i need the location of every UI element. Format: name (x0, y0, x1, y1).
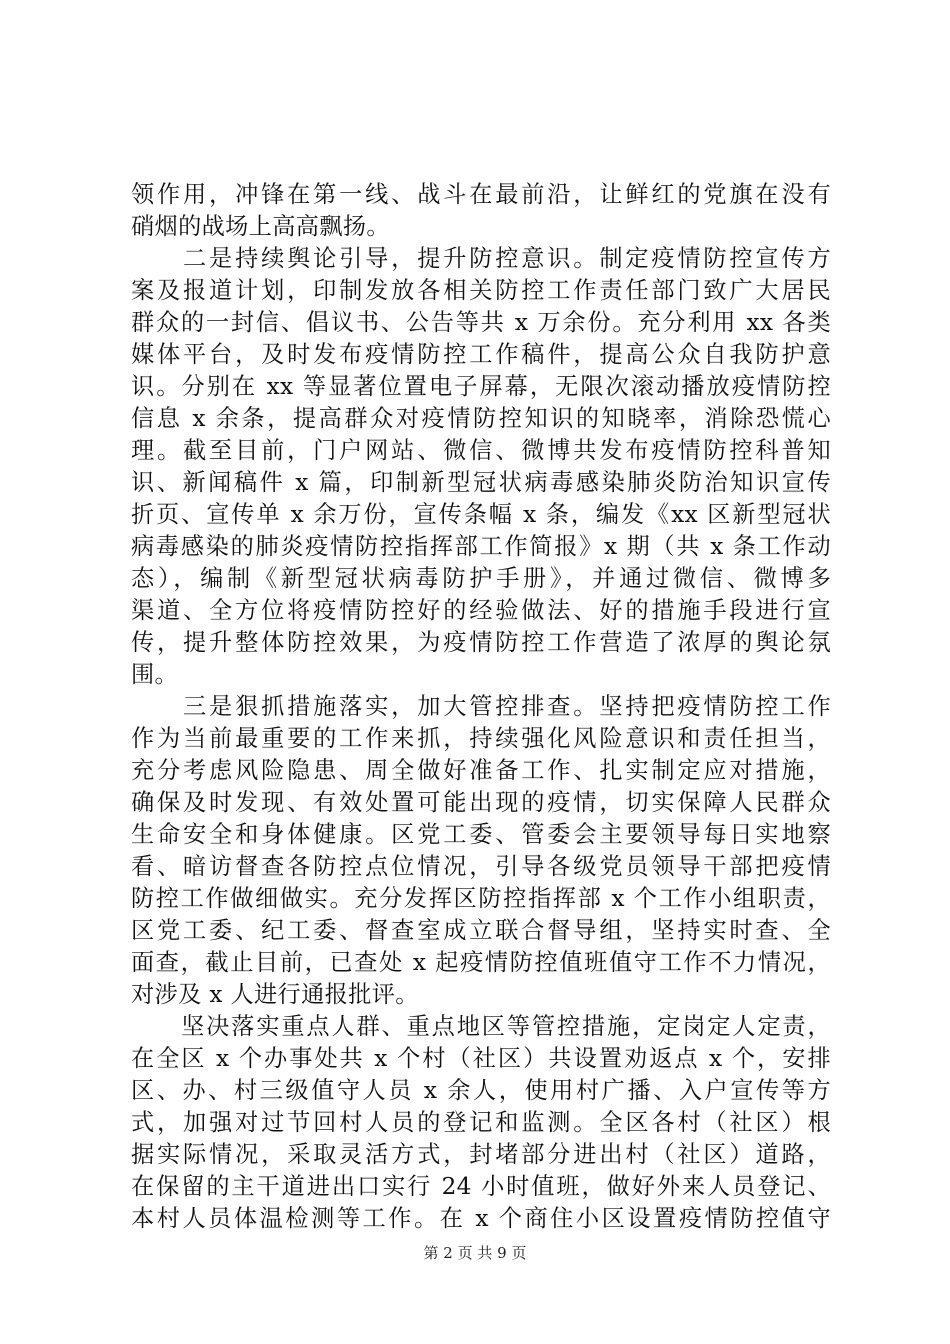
text-line: 面查，截止目前，已查处 x 起疫情防控值班值守工作不力情况， (131, 949, 831, 976)
text-line: 硝烟的战场上高高飘扬。 (131, 213, 390, 240)
paragraph (131, 179, 831, 243)
text-line: 媒体平台，及时发布疫情防控工作稿件，提高公众自我防护意 (131, 341, 831, 368)
text-line: 信息 x 余条，提高群众对疫情防控知识的知晓率，消除恐慌心 (131, 405, 831, 432)
text-line: 在保留的主干道进出口实行 24 小时值班，做好外来人员登记、 (131, 1173, 831, 1200)
text-line: 区、办、村三级值守人员 x 余人，使用村广播、入户宣传等方 (131, 1077, 831, 1104)
text-line: 二是持续舆论引导，提升防控意识。制定疫情防控宣传方 (131, 245, 831, 272)
text-line: 围。 (131, 661, 179, 688)
paragraph (131, 1011, 831, 1235)
text-line: 充分考虑风险隐患、周全做好准备工作、扎实制定应对措施， (131, 757, 831, 784)
text-line: 本村人员体温检测等工作。在 x 个商住小区设置疫情防控值守 (131, 1205, 831, 1232)
text-line: 三是狠抓措施落实，加大管控排查。坚持把疫情防控工作 (131, 693, 831, 720)
text-line: 对涉及 x 人进行通报批评。 (131, 981, 419, 1008)
text-line: 案及报道计划，印制发放各相关防控工作责任部门致广大居民 (131, 277, 831, 304)
text-line: 坚决落实重点人群、重点地区等管控措施，定岗定人定责， (131, 1013, 831, 1040)
text-line: 渠道、全方位将疫情防控好的经验做法、好的措施手段进行宣 (131, 597, 831, 624)
text-line: 式，加强对过节回村人员的登记和监测。全区各村（社区）根 (131, 1109, 831, 1136)
text-line: 生命安全和身体健康。区党工委、管委会主要领导每日实地察 (131, 821, 831, 848)
page-footer: 第 2 页 共 9 页 (423, 1244, 527, 1262)
text-line: 病毒感染的肺炎疫情防控指挥部工作简报》x 期（共 x 条工作动 (131, 533, 831, 560)
text-line: 作为当前最重要的工作来抓，持续强化风险意识和责任担当， (131, 725, 831, 752)
text-line: 群众的一封信、倡议书、公告等共 x 万余份。充分利用 xx 各类 (131, 309, 831, 336)
paragraph (131, 243, 831, 691)
text-line: 领作用，冲锋在第一线、战斗在最前沿，让鲜红的党旗在没有 (131, 181, 831, 208)
text-line: 识。分别在 xx 等显著位置电子屏幕，无限次滚动播放疫情防控 (131, 373, 831, 400)
text-line: 态），编制《新型冠状病毒防护手册》，并通过微信、微博多 (131, 565, 831, 592)
text-line: 理。截至目前，门户网站、微信、微博共发布疫情防控科普知 (131, 437, 831, 464)
text-line: 确保及时发现、有效处置可能出现的疫情，切实保障人民群众 (131, 789, 831, 816)
document-body (131, 179, 831, 1235)
text-line: 据实际情况，采取灵活方式，封堵部分进出村（社区）道路， (131, 1141, 831, 1168)
text-line: 防控工作做细做实。充分发挥区防控指挥部 x 个工作小组职责， (131, 885, 831, 912)
text-line: 看、暗访督查各防控点位情况，引导各级党员领导干部把疫情 (131, 853, 831, 880)
text-line: 传，提升整体防控效果，为疫情防控工作营造了浓厚的舆论氛 (131, 629, 831, 656)
text-line: 在全区 x 个办事处共 x 个村（社区）共设置劝返点 x 个，安排 (131, 1045, 831, 1072)
paragraph (131, 691, 831, 1011)
text-line: 折页、宣传单 x 余万份，宣传条幅 x 条，编发《xx 区新型冠状 (131, 501, 831, 528)
text-line: 区党工委、纪工委、督查室成立联合督导组，坚持实时查、全 (131, 917, 831, 944)
text-line: 识、新闻稿件 x 篇，印制新型冠状病毒感染肺炎防治知识宣传 (131, 469, 831, 496)
